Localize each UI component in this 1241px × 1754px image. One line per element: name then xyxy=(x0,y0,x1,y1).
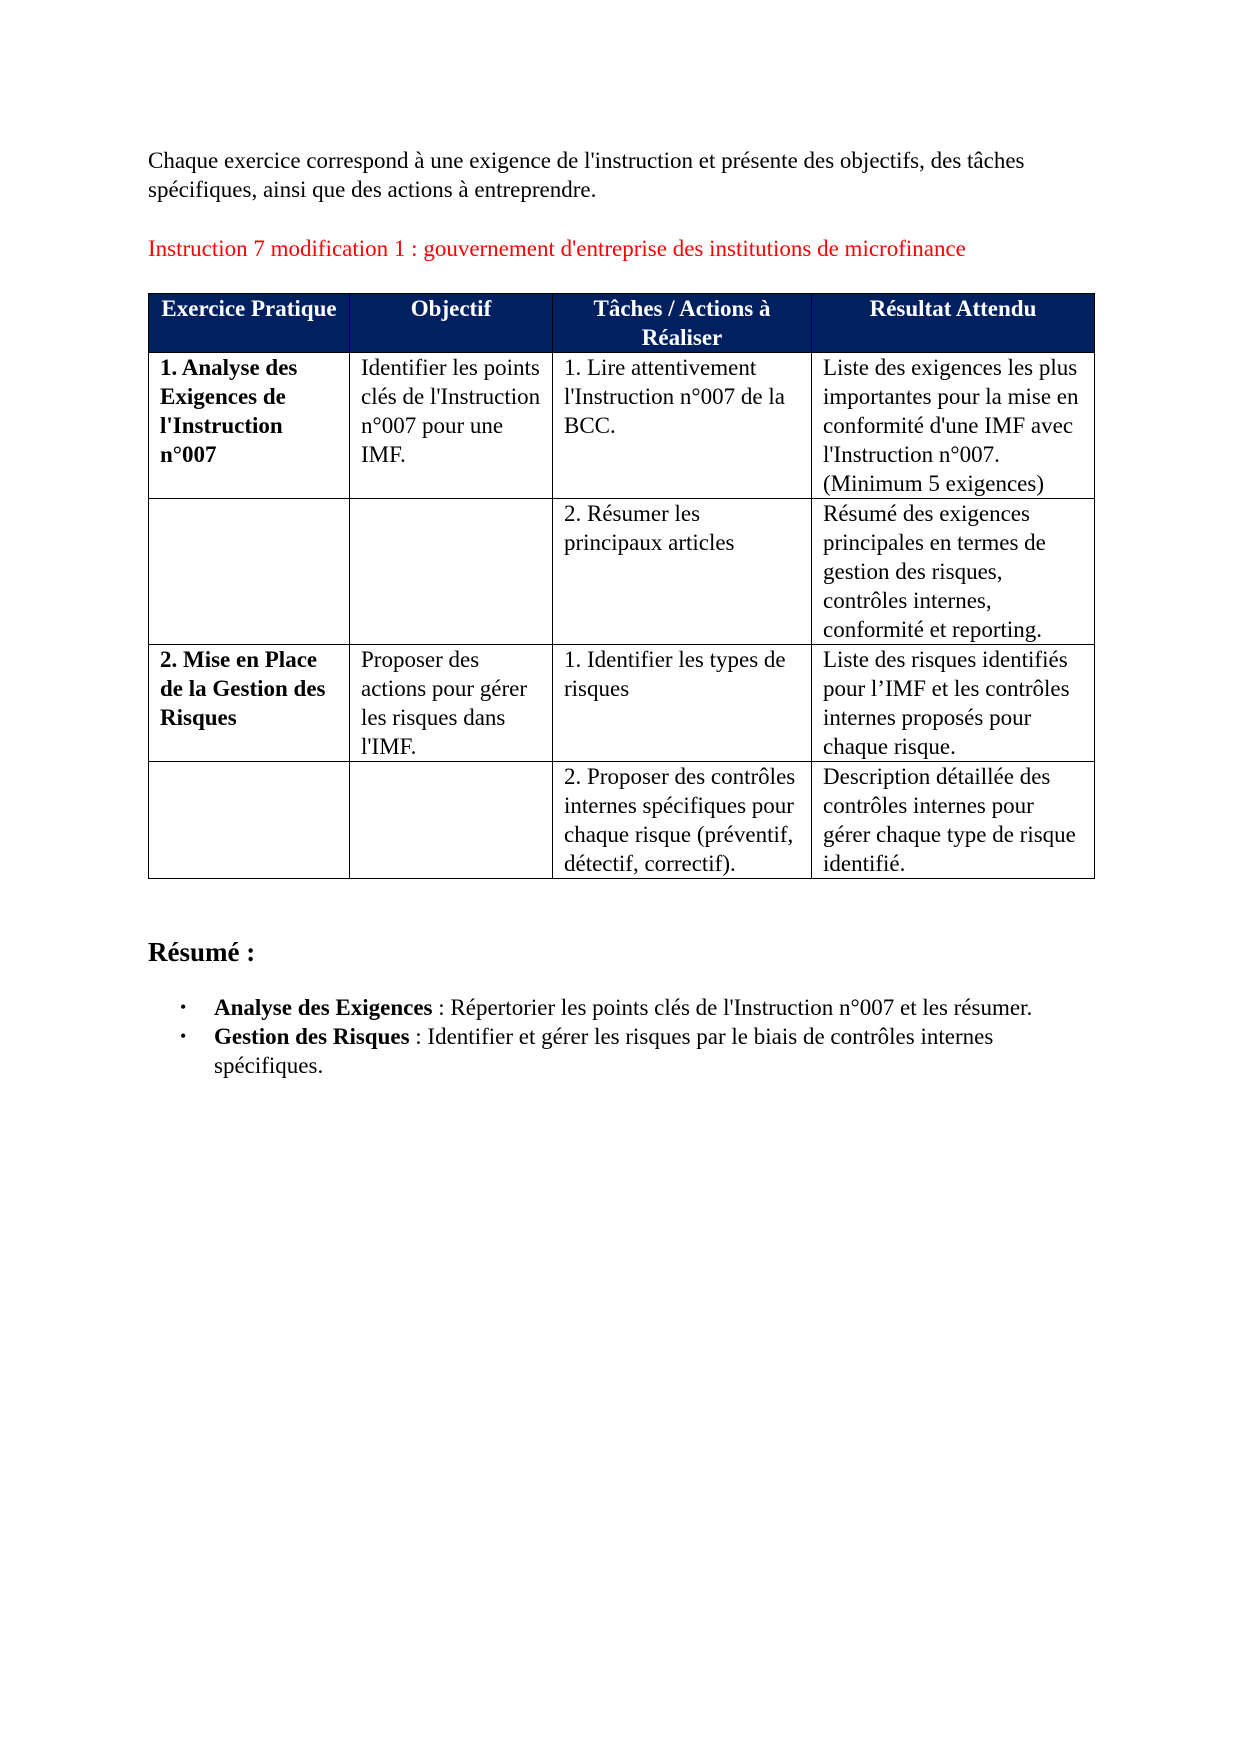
exercise-cell xyxy=(149,353,350,499)
exercise-cell xyxy=(149,645,350,762)
table-row xyxy=(149,762,1095,879)
bullet-icon: • xyxy=(180,1026,187,1046)
task-text: 1. Lire attentivement l'Instruction n°007 de la BCC. xyxy=(564,355,785,438)
task-cell xyxy=(553,762,812,879)
task-text: 1. Identifier les types de risques xyxy=(564,647,786,701)
header-tasks: Tâches / Actions à Réaliser xyxy=(553,294,812,353)
objective-text: Identifier les points clés de l'Instruction n°007 pour une IMF. xyxy=(361,355,541,467)
summary-text: : Répertorier les points clés de l'Instruction n°007 et les résumer. xyxy=(432,995,1033,1020)
result-cell xyxy=(812,499,1095,645)
objective-cell xyxy=(350,762,553,879)
summary-text: : Identifier et gérer les risques par le biais de contrôles internes spécifiques. xyxy=(214,1024,994,1078)
result-text: Liste des risques identifiés pour l’IMF et les contrôles internes proposés pour chaque risque. xyxy=(823,647,1070,759)
list-item xyxy=(180,993,1093,1022)
result-cell xyxy=(812,353,1095,499)
table-row xyxy=(149,499,1095,645)
objective-text: Proposer des actions pour gérer les risques dans l'IMF. xyxy=(361,647,528,759)
intro-paragraph: Chaque exercice correspond à une exigence de l'instruction et présente des objectifs, des tâches spécifiques, ainsi que des actions à entreprendre. xyxy=(148,148,1025,202)
summary-term: Gestion des Risques xyxy=(214,1024,410,1049)
task-cell xyxy=(553,645,812,762)
result-text: Liste des exigences les plus importantes pour la mise en conformité d'une IMF avec l'Instruction n°007. (Minimum 5 exigences) xyxy=(823,355,1079,496)
result-cell xyxy=(812,645,1095,762)
bullet-icon: • xyxy=(180,997,187,1017)
table-row xyxy=(149,645,1095,762)
exercise-text: 2. Mise en Place de la Gestion des Risques xyxy=(160,647,326,730)
task-text: 2. Proposer des contrôles internes spécifiques pour chaque risque (préventif, détectif, correctif). xyxy=(564,764,796,876)
header-objective: Objectif xyxy=(350,294,553,353)
document-page xyxy=(148,146,1093,1080)
list-item xyxy=(180,1022,1093,1080)
result-cell xyxy=(812,762,1095,879)
exercise-table xyxy=(148,293,1095,879)
header-exercise: Exercice Pratique xyxy=(149,294,350,353)
exercise-cell xyxy=(149,499,350,645)
task-cell xyxy=(553,499,812,645)
instruction-subtitle: Instruction 7 modification 1 : gouvernement d'entreprise des institutions de microfinance xyxy=(148,236,966,261)
summary-heading: Résumé : xyxy=(148,937,256,967)
objective-cell xyxy=(350,353,553,499)
table-row xyxy=(149,353,1095,499)
summary-term: Analyse des Exigences xyxy=(214,995,433,1020)
task-text: 2. Résumer les principaux articles xyxy=(564,501,735,555)
result-text: Résumé des exigences principales en termes de gestion des risques, contrôles internes, conformité et reporting. xyxy=(823,501,1046,642)
objective-cell xyxy=(350,499,553,645)
summary-list xyxy=(148,993,1093,1080)
exercise-text: 1. Analyse des Exigences de l'Instruction n°007 xyxy=(160,355,298,467)
header-result: Résultat Attendu xyxy=(812,294,1095,353)
objective-cell xyxy=(350,645,553,762)
task-cell xyxy=(553,353,812,499)
result-text: Description détaillée des contrôles internes pour gérer chaque type de risque identifié. xyxy=(823,764,1076,876)
table-header-row xyxy=(149,294,1095,353)
exercise-cell xyxy=(149,762,350,879)
